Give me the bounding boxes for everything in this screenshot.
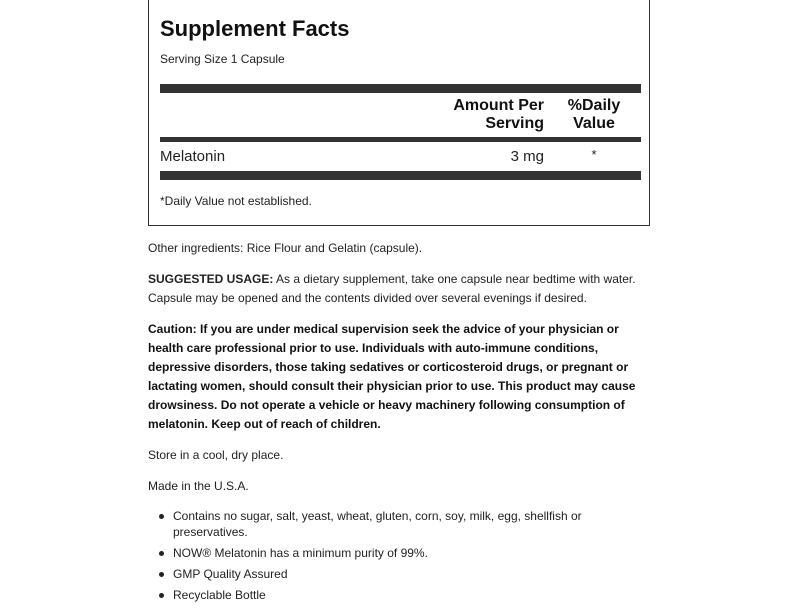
nutrient-amount: 3 mg	[510, 148, 544, 165]
amount-header-line2: Serving	[485, 115, 544, 132]
usage-label: SUGGESTED USAGE:	[148, 272, 274, 286]
list-item	[158, 587, 618, 603]
caution-text: Caution: If you are under medical supervision seek the advice of your physician or health care professional prior to use. Individuals with auto-immune conditions, depressive disorders, those taking sedatives or corticosteroid drugs, or pregnant or lactating women, should consult their physician prior to use. This product may cause drowsiness. Do not operate a vehicle or heavy machinery following consumption of melatonin. Keep out of reach of children.	[148, 322, 636, 431]
list-item-text: GMP Quality Assured	[173, 567, 288, 581]
bullet-icon	[159, 572, 164, 577]
bullet-icon	[159, 551, 164, 556]
list-item	[158, 545, 618, 561]
nutrient-daily-value: *	[591, 147, 597, 162]
nutrient-name: Melatonin	[160, 148, 226, 165]
divider-medium	[160, 137, 641, 142]
daily-value-header	[559, 97, 629, 133]
other-ingredients: Other ingredients: Rice Flour and Gelatin (capsule).	[148, 241, 423, 255]
supplement-facts-panel	[148, 0, 650, 226]
divider-bottom	[160, 171, 641, 180]
amount-per-serving-header	[434, 97, 544, 133]
list-item-text: Contains no sugar, salt, yeast, wheat, gluten, corn, soy, milk, egg, shellfish or preservatives.	[173, 509, 582, 539]
bullet-icon	[159, 593, 164, 598]
feature-list	[158, 508, 618, 608]
list-item-text: NOW® Melatonin has a minimum purity of 99%.	[173, 546, 428, 560]
list-item-text: Recyclable Bottle	[173, 588, 266, 602]
dv-header-line2: Value	[573, 115, 615, 132]
suggested-usage	[148, 270, 648, 308]
amount-header-line1: Amount Per	[453, 97, 544, 114]
storage-instructions: Store in a cool, dry place.	[148, 448, 284, 462]
usage-text: As a dietary supplement, take one capsule near bedtime with water. Capsule may be opened and the contents divided over several evenings if desired.	[148, 272, 636, 305]
divider-thick	[160, 84, 641, 93]
facts-title: Supplement Facts	[160, 16, 350, 41]
list-item	[158, 566, 618, 582]
made-in: Made in the U.S.A.	[148, 479, 249, 493]
dv-header-line1: %Daily	[567, 97, 621, 114]
list-item	[158, 508, 618, 540]
daily-value-footnote: *Daily Value not established.	[160, 194, 312, 208]
bullet-icon	[159, 514, 164, 519]
serving-size: Serving Size 1 Capsule	[160, 52, 285, 66]
